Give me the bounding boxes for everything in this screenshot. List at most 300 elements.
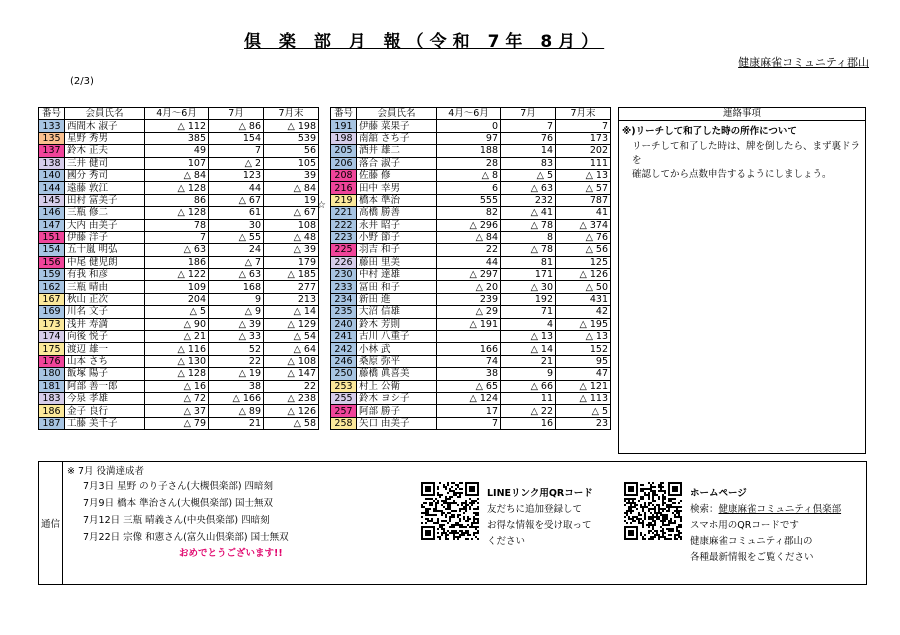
member-row [39,145,319,157]
value-total: 173 [556,132,611,144]
member-name: 鈴木 正夫 [65,145,145,157]
value-total: △ 64 [264,343,319,355]
value-q2: △ 16 [145,380,209,392]
value-q2: △ 90 [145,318,209,330]
value-total: △ 84 [264,182,319,194]
value-month: △ 30 [501,281,556,293]
member-row [331,355,611,367]
value-q2: 97 [437,132,501,144]
value-month: △ 5 [501,169,556,181]
member-row [331,331,611,343]
value-month: △ 13 [501,331,556,343]
member-row [331,405,611,417]
value-month: 61 [209,207,264,219]
member-number: 230 [331,269,357,281]
member-name: 鈴木 ヨシ子 [357,392,437,404]
notes-header: 連絡事項 [619,108,865,121]
value-month: △ 66 [501,380,556,392]
value-total: △ 238 [264,392,319,404]
value-total: △ 13 [556,169,611,181]
value-total: 111 [556,157,611,169]
value-month: △ 63 [209,269,264,281]
value-q2: 28 [437,157,501,169]
value-q2: 74 [437,355,501,367]
value-total: 56 [264,145,319,157]
member-name: 南舘 さち子 [357,132,437,144]
member-row [331,145,611,157]
value-month: 4 [501,318,556,330]
member-name: 秋山 正次 [65,293,145,305]
member-row [39,368,319,380]
value-q2: 0 [437,120,501,132]
value-q2: 186 [145,256,209,268]
member-number: 250 [331,368,357,380]
member-name: 冨田 和子 [357,281,437,293]
value-total: △ 39 [264,244,319,256]
member-number: 198 [331,132,357,144]
member-number: 205 [331,145,357,157]
member-number: 135 [39,132,65,144]
member-name: 三井 健司 [65,157,145,169]
member-number: 246 [331,355,357,367]
member-row [39,231,319,243]
value-total: △ 67 [264,207,319,219]
member-row [39,132,319,144]
value-total: 179 [264,256,319,268]
value-total: △ 13 [556,331,611,343]
value-q2: 44 [437,256,501,268]
value-month: △ 19 [209,368,264,380]
achievement-item: 7月9日 橋本 準治さん(大槻倶楽部) 国士無双 [83,498,274,509]
value-q2: 204 [145,293,209,305]
value-total: 108 [264,219,319,231]
value-total: 787 [556,194,611,206]
member-number: 223 [331,231,357,243]
value-total: 47 [556,368,611,380]
member-name: 永井 昭子 [357,219,437,231]
value-total: △ 121 [556,380,611,392]
homepage-text: 各種最新情報をご覧ください [690,552,814,563]
achievement-item: 7月12日 三瓶 晴義さん(中央倶楽部) 四暗刻 [83,515,270,526]
star-mark: ☆ [317,200,326,211]
member-name: 酒井 雄二 [357,145,437,157]
member-number: 173 [39,318,65,330]
value-total: 539 [264,132,319,144]
column-header: 4月～6月 [437,108,501,120]
value-month: △ 33 [209,331,264,343]
member-row [331,182,611,194]
member-name: 三瓶 修二 [65,207,145,219]
member-name: 五十嵐 明弘 [65,244,145,256]
member-number: 156 [39,256,65,268]
value-total: 23 [556,417,611,429]
value-total: 213 [264,293,319,305]
member-number: 258 [331,417,357,429]
member-name: 飯塚 陽子 [65,368,145,380]
value-total: △ 113 [556,392,611,404]
value-month: 30 [209,219,264,231]
value-total: 105 [264,157,319,169]
value-month: △ 39 [209,318,264,330]
value-month: 171 [501,269,556,281]
value-q2: 49 [145,145,209,157]
congrats-text: おめでとうございます!! [179,548,283,559]
member-number: 253 [331,380,357,392]
value-q2: 385 [145,132,209,144]
members-table-left [38,107,319,430]
value-q2: △ 21 [145,331,209,343]
value-total: △ 126 [556,269,611,281]
member-number: 147 [39,219,65,231]
value-q2: 38 [437,368,501,380]
member-name: 山本 さち [65,355,145,367]
member-name: 阿部 勝子 [357,405,437,417]
member-row [331,269,611,281]
member-row [331,120,611,132]
value-q2: △ 20 [437,281,501,293]
member-number: 191 [331,120,357,132]
member-row [39,169,319,181]
value-month: 9 [209,293,264,305]
value-q2: △ 72 [145,392,209,404]
member-name: 佐藤 修 [357,169,437,181]
member-row [39,405,319,417]
value-q2: 7 [437,417,501,429]
member-row [39,392,319,404]
column-header: 7月末 [264,108,319,120]
value-q2: △ 65 [437,380,501,392]
member-name: 藤橋 眞喜美 [357,368,437,380]
value-month: 21 [209,417,264,429]
member-number: 159 [39,269,65,281]
value-total: 42 [556,306,611,318]
line-qr-text: お得な情報を受け取って [487,520,592,531]
member-number: 225 [331,244,357,256]
member-number: 234 [331,293,357,305]
value-month: 7 [209,145,264,157]
member-name: 小野 節子 [357,231,437,243]
member-row [331,132,611,144]
member-number: 175 [39,343,65,355]
member-name: 村上 公衛 [357,380,437,392]
column-header: 7月 [209,108,264,120]
member-row [331,343,611,355]
member-number: 137 [39,145,65,157]
member-number: 233 [331,281,357,293]
member-row [39,343,319,355]
value-q2: △ 5 [145,306,209,318]
member-row [331,380,611,392]
value-q2: △ 84 [437,231,501,243]
notes-title: ※)リーチして和了した時の所作について [622,126,797,137]
member-row [331,417,611,429]
value-q2: 82 [437,207,501,219]
value-total: 41 [556,207,611,219]
member-number: 206 [331,157,357,169]
value-q2: △ 84 [145,169,209,181]
member-number: 241 [331,331,357,343]
member-row [39,157,319,169]
value-q2: △ 112 [145,120,209,132]
member-row [39,380,319,392]
value-total: 431 [556,293,611,305]
value-total: △ 147 [264,368,319,380]
qr-code-icon[interactable] [421,482,479,540]
value-month: 192 [501,293,556,305]
value-month: 16 [501,417,556,429]
member-row [39,269,319,281]
value-q2: △ 124 [437,392,501,404]
member-name: 阿部 善一郎 [65,380,145,392]
member-name: 高橋 勝善 [357,207,437,219]
homepage-text: 健康麻雀コミュニティ郡山の [690,536,813,547]
value-total: △ 56 [556,244,611,256]
page-number: (2/3) [70,76,94,87]
member-number: 144 [39,182,65,194]
member-name: 三瓶 晴由 [65,281,145,293]
column-header: 番号 [331,108,357,120]
member-number: 140 [39,169,65,181]
value-month: △ 9 [209,306,264,318]
member-name: 藤田 里美 [357,256,437,268]
member-row [331,318,611,330]
members-table-right [330,107,611,430]
member-row [39,293,319,305]
value-q2: 86 [145,194,209,206]
member-number: 174 [39,331,65,343]
member-number: 186 [39,405,65,417]
value-q2: 22 [437,244,501,256]
member-row [331,368,611,380]
value-q2: △ 37 [145,405,209,417]
member-name: 向後 悦子 [65,331,145,343]
value-q2 [437,331,501,343]
member-number: 169 [39,306,65,318]
member-name: 大沼 信雄 [357,306,437,318]
value-total: 22 [264,380,319,392]
member-row [39,256,319,268]
value-month: 81 [501,256,556,268]
table-header-row [331,108,611,120]
member-row [331,293,611,305]
value-total: 277 [264,281,319,293]
member-number: 183 [39,392,65,404]
notes-line: 確認してから点数申告するようにしましょう。 [632,169,832,180]
member-row [331,392,611,404]
value-month: 9 [501,368,556,380]
member-number: 187 [39,417,65,429]
value-total: 95 [556,355,611,367]
member-number: 138 [39,157,65,169]
member-number: 226 [331,256,357,268]
search-prefix: 検索： [690,504,719,515]
value-q2: △ 128 [145,368,209,380]
member-name: 橋本 準治 [357,194,437,206]
value-total: 39 [264,169,319,181]
member-name: 國分 秀司 [65,169,145,181]
qr-code-icon[interactable] [624,482,682,540]
achievements-heading: ※ 7月 役満達成者 [67,466,145,477]
value-month: 76 [501,132,556,144]
member-name: 渡辺 雄一 [65,343,145,355]
value-month: △ 2 [209,157,264,169]
member-number: 180 [39,368,65,380]
value-month: 22 [209,355,264,367]
member-row [331,256,611,268]
member-row [39,219,319,231]
value-q2: △ 191 [437,318,501,330]
value-total: △ 57 [556,182,611,194]
value-month: 71 [501,306,556,318]
member-name: 田中 幸男 [357,182,437,194]
member-row [331,194,611,206]
member-name: 伊藤 菜果子 [357,120,437,132]
member-name: 落合 淑子 [357,157,437,169]
member-number: 181 [39,380,65,392]
page-title: 倶 楽 部 月 報（令和 7年 8月） [244,32,605,52]
member-name: 川名 文子 [65,306,145,318]
member-row [331,207,611,219]
notes-panel [618,107,866,454]
value-month: 83 [501,157,556,169]
member-row [39,194,319,206]
communication-panel [38,461,867,585]
value-total: △ 54 [264,331,319,343]
value-total: △ 14 [264,306,319,318]
member-number: 216 [331,182,357,194]
line-qr-title: LINEリンク用QRコード [487,488,593,499]
value-total: △ 5 [556,405,611,417]
value-q2: △ 128 [145,207,209,219]
member-row [39,281,319,293]
member-row [331,281,611,293]
member-name: 工藤 美千子 [65,417,145,429]
homepage-link[interactable]: 健康麻雀コミュニティ倶楽部 [718,504,842,515]
value-q2: △ 128 [145,182,209,194]
value-total: 202 [556,145,611,157]
value-total: 125 [556,256,611,268]
value-month: 8 [501,231,556,243]
member-name: 遠藤 敦江 [65,182,145,194]
member-name: 金子 良行 [65,405,145,417]
value-month: 11 [501,392,556,404]
value-total: 7 [556,120,611,132]
member-name: 中村 達雄 [357,269,437,281]
member-name: 中尾 健児朗 [65,256,145,268]
member-name: 鈴木 芳則 [357,318,437,330]
value-month: △ 63 [501,182,556,194]
member-number: 151 [39,231,65,243]
value-month: △ 86 [209,120,264,132]
value-month: 232 [501,194,556,206]
member-name: 田村 富美子 [65,194,145,206]
value-month: △ 67 [209,194,264,206]
member-name: 浅井 寿満 [65,318,145,330]
member-row [39,355,319,367]
value-q2: 78 [145,219,209,231]
value-total: △ 48 [264,231,319,243]
value-month: △ 7 [209,256,264,268]
member-number: 242 [331,343,357,355]
member-row [331,157,611,169]
member-name: 今泉 孝雄 [65,392,145,404]
value-month: 168 [209,281,264,293]
value-q2: △ 29 [437,306,501,318]
value-q2: △ 296 [437,219,501,231]
homepage-title: ホームページ [690,488,747,499]
member-number: 235 [331,306,357,318]
table-header-row [39,108,319,120]
value-month: △ 55 [209,231,264,243]
value-q2: 239 [437,293,501,305]
member-name: 西間木 淑子 [65,120,145,132]
member-row [331,306,611,318]
value-total: △ 374 [556,219,611,231]
value-month: △ 166 [209,392,264,404]
member-name: 小林 武 [357,343,437,355]
value-total: △ 76 [556,231,611,243]
column-header: 会員氏名 [65,108,145,120]
value-q2: △ 79 [145,417,209,429]
member-number: 133 [39,120,65,132]
value-total: △ 195 [556,318,611,330]
value-q2: △ 8 [437,169,501,181]
value-q2: △ 297 [437,269,501,281]
member-row [39,244,319,256]
value-month: △ 78 [501,244,556,256]
member-name: 新田 進 [357,293,437,305]
notes-line: リーチして和了した時は、牌を倒したら、まず裏ドラを [632,141,861,166]
value-month: △ 78 [501,219,556,231]
member-row [39,318,319,330]
column-header: 4月～6月 [145,108,209,120]
value-month: 154 [209,132,264,144]
column-header: 会員氏名 [357,108,437,120]
line-qr-text: 友だちに追加登録して [487,504,583,515]
value-total: △ 198 [264,120,319,132]
value-q2: 109 [145,281,209,293]
member-row [331,169,611,181]
value-month: 21 [501,355,556,367]
achievement-item: 7月3日 星野 のり子さん(大槻倶楽部) 四暗刻 [83,481,274,492]
value-month: △ 14 [501,343,556,355]
value-q2: 188 [437,145,501,157]
member-number: 255 [331,392,357,404]
value-month: 7 [501,120,556,132]
member-number: 145 [39,194,65,206]
member-name: 古川 八重子 [357,331,437,343]
member-name: 星野 秀男 [65,132,145,144]
value-q2: 107 [145,157,209,169]
member-number: 167 [39,293,65,305]
homepage-text: スマホ用のQRコードです [690,520,799,531]
value-total: △ 58 [264,417,319,429]
value-q2: 555 [437,194,501,206]
value-month: 38 [209,380,264,392]
member-number: 146 [39,207,65,219]
member-row [39,331,319,343]
value-q2: 17 [437,405,501,417]
value-month: 14 [501,145,556,157]
column-header: 番号 [39,108,65,120]
value-q2: 166 [437,343,501,355]
value-month: △ 22 [501,405,556,417]
line-qr-text: ください [487,536,526,547]
value-month: 123 [209,169,264,181]
member-number: 222 [331,219,357,231]
member-row [39,417,319,429]
member-name: 大内 由美子 [65,219,145,231]
